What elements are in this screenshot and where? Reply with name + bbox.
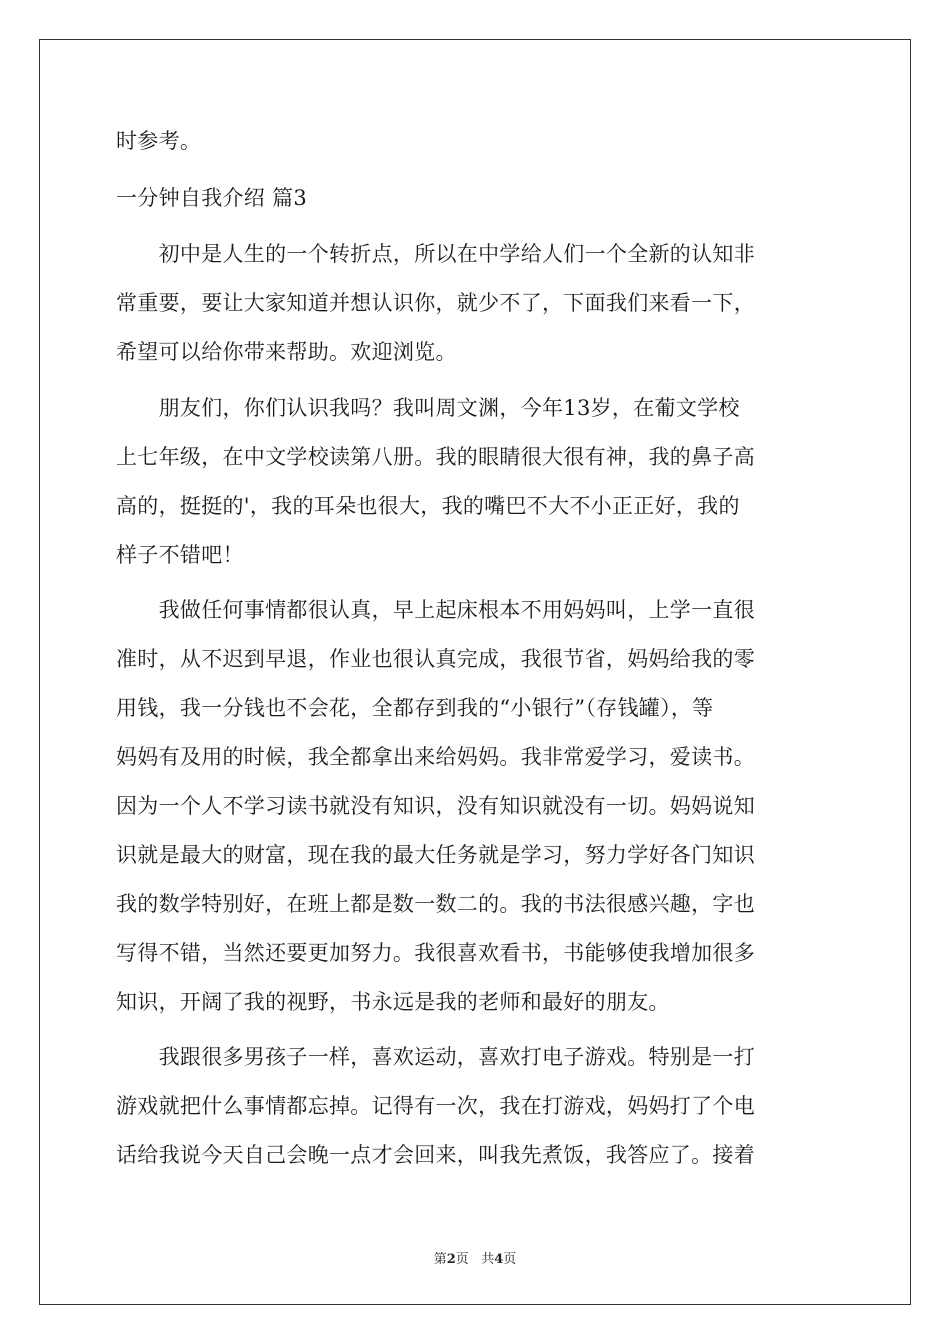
page-total-prefix: 共 — [481, 1252, 495, 1267]
page-number-suffix: 页 — [455, 1252, 469, 1267]
text-line: 朋友们，你们认识我吗？我叫周文渊，今年13岁，在葡文学校 — [116, 396, 740, 420]
text-line: 我的数学特别好，在班上都是数一数二的。我的书法很感兴趣，字也 — [116, 892, 755, 916]
text-line: 因为一个人不学习读书就没有知识，没有知识就没有一切。妈妈说知 — [116, 794, 755, 818]
page-footer — [0, 1248, 950, 1267]
text-line: 时参考。 — [116, 129, 202, 153]
text-line: 上七年级，在中文学校读第八册。我的眼睛很大很有神，我的鼻子高 — [116, 445, 755, 469]
text-line: 准时，从不迟到早退，作业也很认真完成，我很节省，妈妈给我的零 — [116, 647, 755, 671]
text-line: 知识，开阔了我的视野，书永远是我的老师和最好的朋友。 — [116, 990, 670, 1014]
text-line: 我跟很多男孩子一样，喜欢运动，喜欢打电子游戏。特别是一打 — [116, 1045, 755, 1069]
page-total-count: 4 — [494, 1252, 504, 1267]
page-total-suffix: 页 — [503, 1252, 517, 1267]
text-line: 样子不错吧！ — [116, 543, 244, 567]
text-line: 我做任何事情都很认真，早上起床根本不用妈妈叫，上学一直很 — [116, 598, 755, 622]
text-line: 识就是最大的财富，现在我的最大任务就是学习，努力学好各门知识 — [116, 843, 755, 867]
text-line: 高的，挺挺的'，我的耳朵也很大，我的嘴巴不大不小正正好，我的 — [116, 494, 740, 518]
text-line: 游戏就把什么事情都忘掉。记得有一次，我在打游戏，妈妈打了个电 — [116, 1094, 755, 1118]
text-line: 初中是人生的一个转折点，所以在中学给人们一个全新的认知非 — [116, 242, 755, 266]
text-line: 写得不错，当然还要更加努力。我很喜欢看书，书能够使我增加很多 — [116, 941, 755, 965]
page-number-prefix: 第 — [433, 1252, 447, 1267]
text-line: 希望可以给你带来帮助。欢迎浏览。 — [116, 340, 457, 364]
page-number-current: 2 — [446, 1252, 456, 1267]
text-line: 用钱，我一分钱也不会花，全都存到我的“小银行”（存钱罐），等 — [116, 696, 714, 720]
text-line: 常重要，要让大家知道并想认识你，就少不了，下面我们来看一下， — [116, 291, 755, 315]
section-heading: 一分钟自我介绍 篇3 — [116, 186, 308, 210]
text-line: 话给我说今天自己会晚一点才会回来，叫我先煮饭，我答应了。接着 — [116, 1143, 755, 1167]
text-line: 妈妈有及用的时候，我全都拿出来给妈妈。我非常爱学习，爱读书。 — [116, 745, 755, 769]
